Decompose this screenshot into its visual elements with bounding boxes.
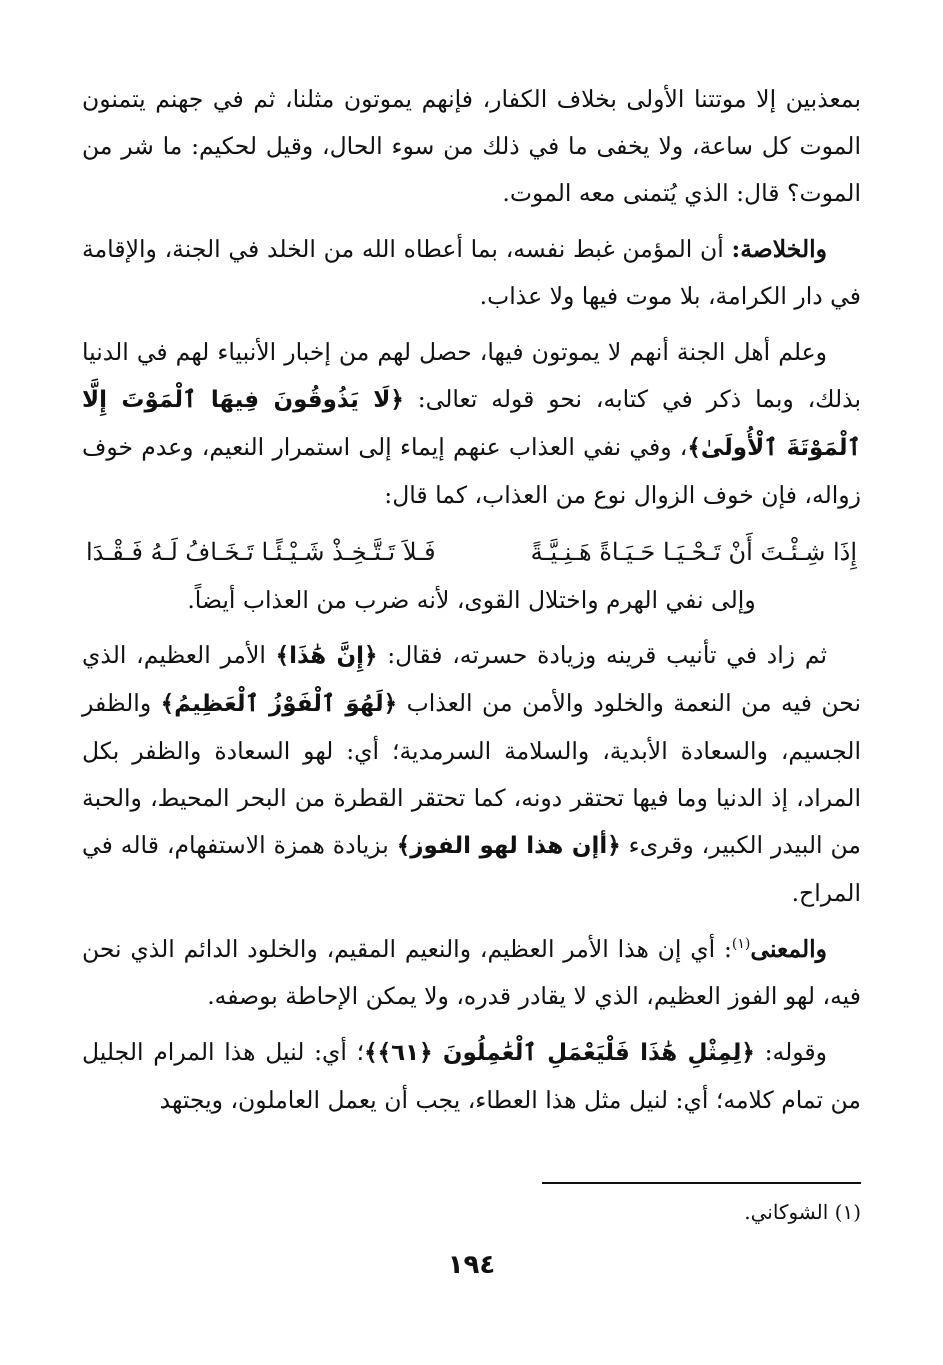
paragraph-5-text-b: الأمر العظيم، الذي نحن فيه من النعمة والخلود والأمن من العذاب — [82, 641, 861, 717]
paragraph-4-text: وإلى نفي الهرم واختلال القوى، لأنه ضرب من العذاب أيضاً. — [187, 586, 756, 614]
paragraph-4 — [82, 577, 861, 624]
poem-first-hemistich: إِذَا شِـئْـتَ أَنْ تَـحْـيَـا حَـيَـاةً هَـنِـيَّـةً — [530, 538, 857, 566]
quran-verse-1: ﴿لَا يَذُوقُونَ فِيهَا ٱلْمَوْتَ إِلَّا ٱلْمَوْتَةَ ٱلْأُولَىٰ﴾ — [82, 387, 862, 461]
paragraph-7 — [82, 1029, 861, 1124]
paragraph-3 — [82, 329, 861, 519]
paragraph-2-text: أن المؤمن غبط نفسه، بما أعطاه الله من الخلد في الجنة، والإقامة في دار الكرامة، بلا موت فيها ولا عذاب. — [82, 235, 861, 310]
quran-verse-3: ﴿لَهُوَ ٱلْفَوْزُ ٱلْعَظِيمُ﴾ — [160, 691, 398, 717]
paragraph-5 — [82, 632, 861, 917]
page-number: ١٩٤ — [447, 1250, 496, 1280]
poem-second-hemistich: فَـلاَ تَـتَّـخِـذْ شَـيْـئًـا تَـخَـافُ لَـهُ فَـقْـدَا — [86, 538, 436, 566]
summary-heading: والخلاصة: — [731, 235, 827, 263]
quran-reading: ﴿أإن هذا لهو الفوز﴾ — [396, 833, 621, 859]
paragraph-5-text-c: والظفر الجسيم، والسعادة الأبدية، والسلامة السرمدية؛ أي: لهو السعادة والظفر بكل المراد، إذ الدنيا وما فيها تحتقر دونه، كما تحتقر القطرة من البحر المحيط، والحبة من البيدر الكبير، وقرىء — [82, 689, 861, 859]
paragraph-1 — [82, 76, 861, 217]
footnote-divider — [542, 1182, 861, 1184]
paragraph-7-text-a: وقوله: — [754, 1038, 828, 1066]
paragraph-5-text-d: بزيادة همزة الاستفهام، قاله في المراح. — [82, 831, 861, 907]
paragraph-5-text-a: ثم زاد في تأنيب قرينه وزيادة حسرته، فقال: — [377, 641, 827, 669]
paragraph-3-text-a: وعلم أهل الجنة أنهم لا يموتون فيها، حصل لهم من إخبار الأنبياء لهم في الدنيا بذلك، وبما ذكر في كتابه، نحو قوله تعالى: — [82, 338, 862, 413]
footnote-marker: (١) — [731, 936, 751, 953]
paragraph-7-text-b: ؛ أي: لنيل هذا المرام الجليل من تمام كلامه؛ أي: لنيل مثل هذا العطاء، يجب أن يعمل العاملون، ويجتهد — [82, 1038, 861, 1114]
quran-verse-2: ﴿إِنَّ هَٰذَا﴾ — [275, 643, 378, 669]
paragraph-3-text-b: ، وفي نفي العذاب عنهم إيماء إلى استمرار النعيم، وعدم خوف زواله، فإن خوف الزوال نوع من العذاب، كما قال: — [82, 433, 861, 509]
meaning-heading: والمعنى — [750, 935, 827, 963]
footnote: (١) الشوكاني. — [744, 1200, 861, 1224]
quran-verse-4: ﴿لِمِثْلِ هَٰذَا فَلْيَعْمَلِ ٱلْعَٰمِلُونَ ﴿٦١﴾﴾ — [364, 1040, 755, 1066]
paragraph-1-text: بمعذبين إلا موتتنا الأولى بخلاف الكفار، فإنهم يموتون مثلنا، ثم في جهنم يتمنون الموت كل ساعة، ولا يخفى ما في ذلك من سوء الحال، وقيل لحكيم: ما شر من الموت؟ قال: الذي يُتمنى معه الموت. — [82, 85, 861, 207]
page-body — [82, 76, 861, 1124]
paragraph-2 — [82, 226, 861, 320]
paragraph-6-text: : أي إن هذا الأمر العظيم، والنعيم المقيم، والخلود الدائم الذي نحن فيه، لهو الفوز العظيم، الذي لا يقادر قدره، ولا يمكن الإحاطة بوصفه. — [82, 935, 861, 1010]
poem-verse — [82, 527, 861, 577]
paragraph-6 — [82, 926, 861, 1020]
